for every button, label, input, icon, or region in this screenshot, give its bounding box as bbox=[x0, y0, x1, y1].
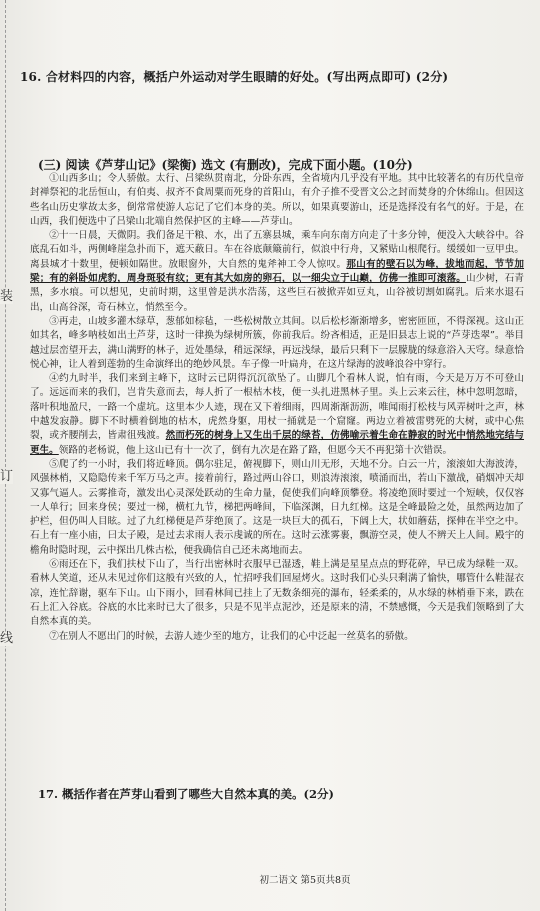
article-body bbox=[30, 172, 524, 644]
article-paragraph bbox=[30, 558, 524, 629]
section-title: (三) 阅读《芦芽山记》(梁衡) 选文 (有删改)，完成下面小题。(10分) bbox=[38, 158, 413, 172]
paragraph-text: 山少树，石青黑，多水痕。可以想见，史前时期，这里曾是洪水浩荡，这些巨石被掀弄如豆丸，山谷被切割如腐乳。后来水退石出，山高谷深，奇石林立，悄然至今。 bbox=[30, 273, 525, 313]
page-footer: 初二语文 第5页共8页 bbox=[259, 875, 351, 886]
paragraph-text: ⑦在别人不愿出门的时候，去游人迹少至的地方，让我们的心中泛起一丝莫名的骄傲。 bbox=[49, 630, 414, 642]
paragraph-text: ⑥雨还在下，我们扶杖下山了，当行出密林时衣服早已湿透，鞋上满是星星点点的野花碎，早已成为绿鞋一双。看林人笑道，还从未见过你们这般有兴致的人，忙招呼我们回屋烤火。这时我们心头只剩满了愉快，哪管什么鞋湿衣凉，连忙辞谢，驱车下山。山下雨小，回看林间已挂上了无数条细亮的瀑布，轻柔柔的，从水绿的林梢垂下来，跌在石上汇入谷底。谷底的水比来时已大了很多，只是不见半点泥沙，还是原来的清，不禁感慨，今天是我们领略到了大自然本真的美。 bbox=[30, 559, 524, 628]
paragraph-text: ③再走，山坡多灌木绿草，葱郁如棕毡，一些松树散立其间。以后松杉渐渐增多，密密匝匝，不得深视。这山正如其名，峰多呐枝如出土芦芽，这时一律换为绿树所簇，你前我后。纷吝相适，正是旧县志上说的“芦芽迭翠”。举目越过层峦望开去，满山满野的林子，近处墨绿，稍远深绿，再远浅绿，最后只剩下一层朦胧的绿意浴入天穹。绿意恰悦心神，让人着到莲勃的生命演绎出的绝妙风景。车子像一叶扁舟，在这片绿海的波峰浪谷中穿行。 bbox=[30, 315, 524, 370]
underlined-sentence: 然而朽死的树身上又生出千层的绿苔，仿佛喻示着生命在静寂的时光中悄然地完结与更生。 bbox=[30, 430, 525, 456]
article-paragraph bbox=[30, 458, 524, 558]
question-16: 16. 合材料四的内容，概括户外运动对学生眼睛的好处。(写出两点即可) (2分) bbox=[20, 70, 449, 84]
binding-dashed-line bbox=[5, 0, 6, 911]
article-paragraph bbox=[30, 229, 524, 315]
binding-mark-xian: 线 bbox=[0, 631, 14, 646]
binding-margin bbox=[0, 0, 14, 911]
paragraph-text: ②十一日晨，天微阴。我们备足干粮、水，出了五寨县城，乘车向东南方向走了十多分钟，便没入大峡谷中。谷底乱石如斗，两侧峰崖急扑而下，遮天蔽日。车在谷底颠簸前行，似浪中行舟，又紧贴山根爬行。缓缓如一豆甲虫。离县城才十数里，便顿如隔世。放眼窗外，大自然的鬼斧神工令人惊叹。 bbox=[30, 230, 524, 270]
article-paragraph bbox=[30, 315, 524, 372]
paragraph-text: 领路的老杨说，他上这山已有十一次了，倒有九次是在路了路，但愿今天不再犯第十次错误。 bbox=[58, 444, 453, 456]
underlined-sentence: 那山有的壁石以为峰，拔地而起，节节加梁；有的斜卧如虎豹，周身斑驳有纹；更有其大如房的卵石，以一细尖立于山巅，仿佛一推即可滚落。 bbox=[30, 258, 525, 285]
binding-mark-zhuang: 装 bbox=[0, 289, 14, 304]
paragraph-text: ④约九时半，我们来到主峰下，这时云已阴得沉沉欲坠了。山脚几个看林人说，怕有雨，今天是万万不可登山了。远远而来的我们，岂肯失意而去，每人折了一根枯木枝，便一头扎进黑林子里。头上云来云往，林中忽明忽暗，落叶积地盈尺，一路一个虚坑。这里本少人迹，现在又下着细雨，四周渐渐沥沥，唯闻雨打松枝与风弄树叶之声，林中越发寂静。脚下不时横着倒地的枯木，虎然身躯，用杖一捅就是一个窟窿。两边立着被雷劈死的大树，或中心焦裂，或齐腰削去，皆肃徂残渡。 bbox=[30, 373, 524, 442]
paragraph-text: ⑤爬了约一小时，我们将近峰顶。偶尔驻足，俯视脚下，则山川无形，天地不分。白云一片，滚滚如大海波涛，风强林梢，又隐隐传来千军万马之声。接着前行，路过两山谷口，则浪涛滚滚，喷涌而出，若山下激战，硝烟冲天却又寡气逼人。云雾推奇，激发出心灵深处跃动的生命力量，促使我们向峰顶攀登。将凌绝顶时要过一个短峡，仅仅容一人单行；回来身侯；要过一梯，横杠九节，梯把两峰间，下临深渊，日九红梯。这是全峰最险之处，虽然两边加了护栏，但仍叫人目眩。过了九红梯便是芦芽绝顶了。这是一块巨大的孤石，下阔上大，状如蘑菇，探伸在半空之中。石上有一座小庙，曰太子殿，是过去求雨人表示虔诚的所在。这时云涨雾裹，飘游空灵，使人不辨天上人间。殿宇的檐角时隐时现，云中探出几株古松，便我确信自己还未离地而去。 bbox=[30, 458, 524, 556]
article-paragraph bbox=[30, 630, 524, 644]
binding-mark-ding: 订 bbox=[0, 469, 14, 484]
article-paragraph bbox=[30, 172, 524, 229]
question-17: 17. 概括作者在芦芽山看到了哪些大自然本真的美。(2分) bbox=[38, 787, 334, 801]
article-paragraph bbox=[30, 372, 524, 458]
paragraph-text: ①山西多山；令人骄傲。太行、吕梁纵贯南北，分卧东西，全省境内几乎没有平地。其中比较著名的有历代皇帝封禅祭祀的北岳恒山，有伯夷、叔齐不食周粟而死身的首阳山，有介子推不受晋文公之封而焚身的介休绵山。但因这些名山历史掌故太多，倒常常使游人忘记了它们本身的美。所以，如果真要游山，还是选择没有名气的好。于是，在山西，我们便选中了吕梁山北端自然保护区的主峰——芦芽山。 bbox=[30, 173, 524, 227]
